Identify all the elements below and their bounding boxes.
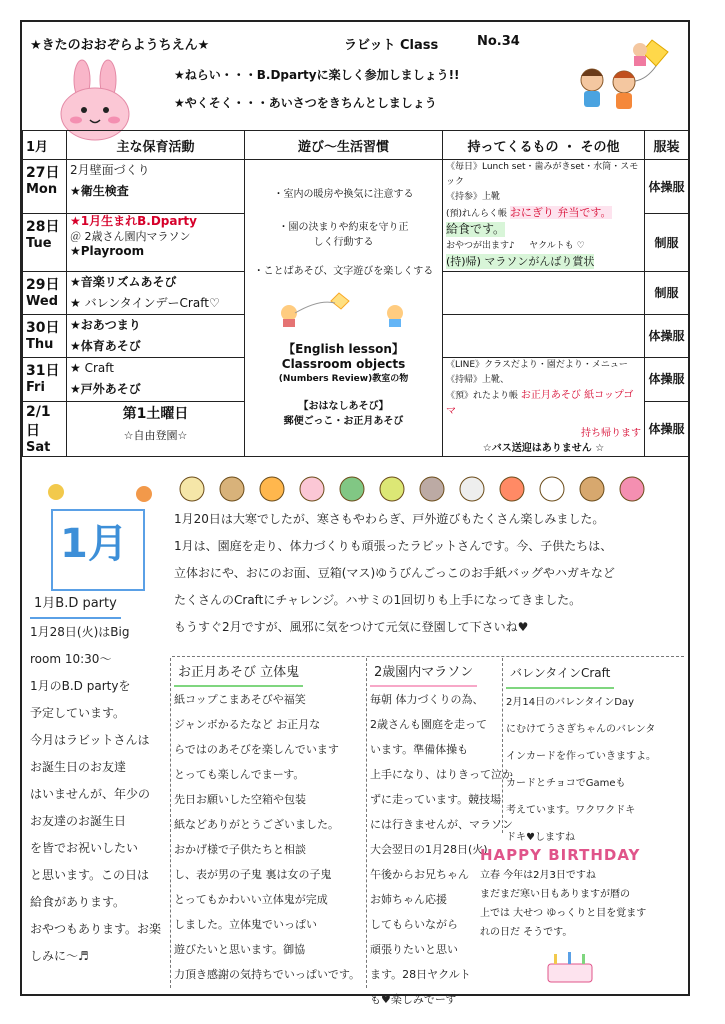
issue-number: No.34 (477, 34, 520, 49)
bring-cell-end: 《LINE》クラスだより・園だより・メニュー 《持帰》上靴、 《預》れたより帳 お正月あそび 紙コップゴマ 持ち帰ります ☆バス送迎はありません ☆ (443, 358, 645, 457)
newyear-section: お正月あそび 立体鬼 紙コップこまあそびや福笑 ジャンボかるたなど お正月な らではのあそびを楽しんでいます とっても楽しんでまーす。 先日お願いした空箱や包装 紙などありがとうございました。 おかげ様で子供たちと相談 し、表が男の子鬼 裏は女の子鬼 とってもかわいい立体鬼が完成 しました。立体鬼でいっぱい 遊びたいと思います。御協 力頂き感謝の気持ちでいっぱいです。 (174, 660, 366, 987)
wear-cell: 体操服 (645, 315, 689, 358)
birthday-text: 立春 今年は2月3日ですね まだまだ寒い日もありますが暦の 上では 大せつ ゆっくりと目を覚ます れの日だ そうです。 (480, 870, 647, 938)
marathon-section: 2歳園内マラソン 毎朝 体力づくりの為、 2歳さんも園庭を走って います。準備体操も 上手になり、はりきって泣か ずに走っています。競技場 には行きませんが、マラソン 大会翌日の1月28日(火) 午後からお兄ちゃん お姉ちゃん応援 してもらいながら 頑張りたいと思い ます。28日ヤクルト も♥楽しみでーす (370, 660, 500, 1012)
header-play: 遊び～生活習慣 (245, 131, 443, 160)
wear-cell: 制服 (645, 214, 689, 272)
day-cell: 31日 Fri (23, 358, 67, 402)
bring-cell-empty (443, 272, 645, 315)
birthday-box (480, 846, 686, 984)
wear-cell: 制服 (645, 272, 689, 315)
activity-cell: ★おあつまり ★体育あそび (67, 315, 245, 358)
birthday-cake-icon (540, 950, 600, 984)
divider (366, 658, 367, 988)
bd-party-title: 1月B.D party (30, 590, 121, 619)
header-activities: 主な保育活動 (67, 131, 245, 160)
newyear-title: お正月あそび 立体鬼 (174, 660, 303, 687)
month-badge: 1月 (60, 521, 128, 567)
day-cell: 30日 Thu (23, 315, 67, 358)
month-header: 1月 (23, 131, 67, 160)
birthday-title: HAPPY BIRTHDAY (480, 846, 641, 864)
valentine-title: バレンタインCraft (506, 660, 614, 689)
divider (170, 658, 171, 988)
monthly-promise: ★やくそく・・・あいさつをきちんとしましょう (174, 96, 437, 110)
monthly-aim: ★ねらい・・・B.Dpartyに楽しく参加しましょう!! (174, 68, 460, 82)
activity-cell: ★ Craft ★戸外あそび (67, 358, 245, 402)
newsletter-page (20, 20, 690, 1006)
day-cell: 27日 Mon (23, 160, 67, 214)
wear-cell: 体操服 (645, 401, 689, 456)
bring-cell-empty (443, 315, 645, 358)
wear-cell: 体操服 (645, 358, 689, 402)
header-bring: 持ってくるもの ・ その他 (443, 131, 645, 160)
header-wear: 服装 (645, 131, 689, 160)
class-name: ラビット Class (344, 38, 439, 53)
kids-with-kite-icon (269, 289, 419, 329)
day-cell: 2/1日 Sat (23, 401, 67, 456)
bring-cell-week: 《毎日》Lunch set・歯みがきset・水筒・スモック 《持参》上靴 (預)れんらく帳 おにぎり 弁当です。 給食です。 おやつが出ます♪ ヤクルトも ♡ (持)帰) マラソンがんばり賞状 (443, 160, 645, 272)
day-cell: 28日 Tue (23, 214, 67, 272)
zodiac-animals-icon (172, 472, 672, 506)
day-cell: 29日 Wed (23, 272, 67, 315)
bd-party-section: 1月B.D party 1月28日(火)はBig room 10:30～ 1月のB.D partyを 予定しています。 今月はラビットさんは お誕生日のお友達 はいませんが、年少の お友達のお誕生日 を皆でお祝いしたい と思います。この日は 給食があります。 おやつもあります。お楽 しみに～♬ (30, 590, 168, 970)
intro-text: 1月20日は大寒でしたが、寒さもやわらぎ、戸外遊びもたくさん楽しみました。 1月は、園庭を走り、体力づくりも頑張ったラビットさんです。今、子供たちは、 立体おにや、おにのお面、豆箱(マス)ゆうびんごっこのお手紙バッグやハガキなど たくさんのCraftにチャレンジ。ハサミの1回切りも上手になってきました。 もうすぐ2月ですが、風邪に気をつけて元気に登園して下さいね♥ (174, 512, 615, 634)
activity-cell: 2月壁面づくり ★衛生検査 (67, 160, 245, 214)
play-habits-cell: ・室内の暖房や換気に注意する ・園の決まりや約束を守り正しく行動する ・ことばあそび、文字遊びを楽しくする 【English lesson】 Classroom objects (Numbers Review)教室の物 【おはなしあそび】 郵便ごっこ・お正月あそび (245, 160, 443, 457)
kids-flying-kite-icon (562, 36, 672, 116)
school-name: ★きたのおおぞらようちえん★ (30, 38, 210, 53)
header (22, 22, 688, 130)
activity-cell: ★1月生まれB.Dparty ＠ 2歳さん園内マラソン ★Playroom (67, 214, 245, 272)
activity-cell: ★音楽リズムあそび ★ バレンタインデーCraft♡ (67, 272, 245, 315)
divider (502, 658, 503, 833)
weekly-schedule-table (22, 130, 689, 457)
wear-cell: 体操服 (645, 160, 689, 214)
divider (172, 656, 684, 657)
activity-cell: 第1土曜日 ☆自由登園☆ (67, 401, 245, 456)
valentine-section: バレンタインCraft 2月14日のバレンタインDay にむけてうさぎちゃんのバレンタ インカードを作っていきますよ。 カードとチョコでGameも 考えています。ワクワクドキ ドキ♥しますね (506, 660, 688, 851)
marathon-title: 2歳園内マラソン (370, 660, 477, 687)
